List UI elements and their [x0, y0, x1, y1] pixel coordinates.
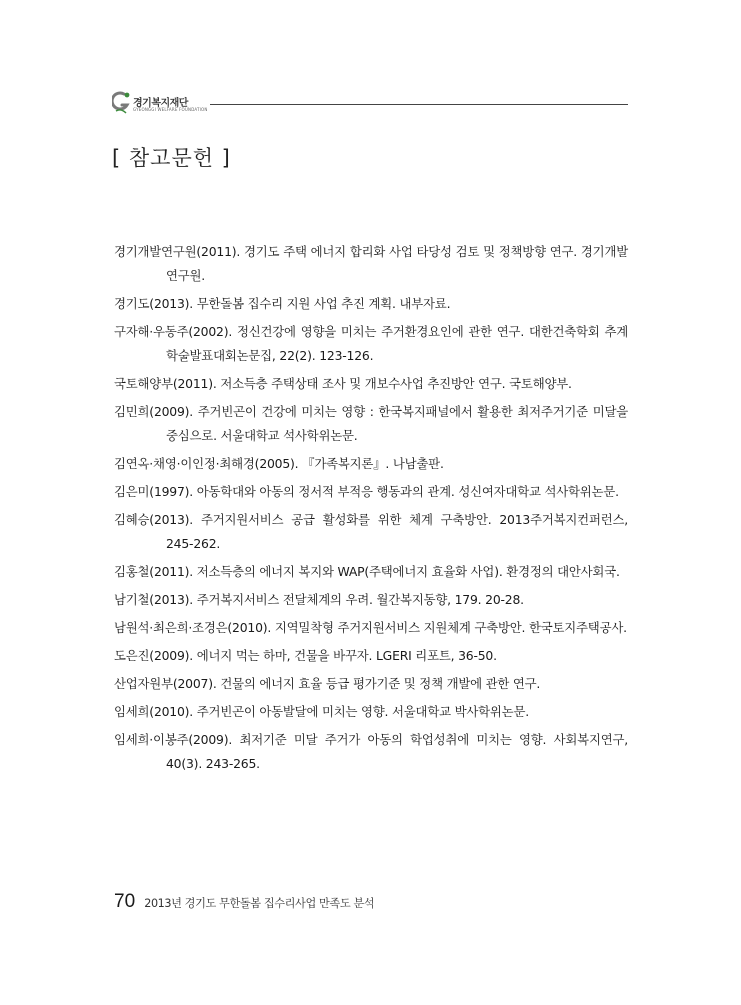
reference-item: 김은미(1997). 아동학대와 아동의 정서적 부적응 행동과의 관계. 성신여자대학교 석사학위논문. [114, 484, 619, 499]
reference-item: 도은진(2009). 에너지 먹는 하마, 건물을 바꾸자. LGERI 리포트, 36-50. [114, 648, 497, 663]
logo-name: 경기복지재단 [133, 98, 188, 109]
section-title: [ 참고문헌 ] [112, 146, 231, 170]
reference-item: 남원석·최은희·조경은(2010). 지역밀착형 주거지원서비스 지원체계 구축방안. 한국토지주택공사. [114, 620, 627, 635]
reference-item: 임세희(2010). 주거빈곤이 아동발달에 미치는 영향. 서울대학교 박사학위논문. [114, 704, 529, 719]
reference-item: 남기철(2013). 주거복지서비스 전달체계의 우려. 월간복지동향, 179. 20-28. [114, 592, 524, 607]
reference-item: 김홍철(2011). 저소득층의 에너지 복지와 WAP(주택에너지 효율화 사업). 환경정의 대안사회국. [114, 564, 620, 579]
foundation-logo [112, 88, 212, 120]
reference-item: 구자해·우동주(2002). 정신건강에 영향을 미치는 주거환경요인에 관한 연구. 대한건축학회 추계학술발표대회논문집, 22(2). 123-126. [114, 324, 628, 363]
header-divider [210, 104, 628, 105]
reference-item: 김민희(2009). 주거빈곤이 건강에 미치는 영향 : 한국복지패널에서 활용한 최저주거기준 미달을 중심으로. 서울대학교 석사학위논문. [114, 404, 628, 443]
logo-subtitle: GYEONGGI WELFARE FOUNDATION [133, 107, 208, 112]
reference-item: 경기도(2013). 무한돌봄 집수리 지원 사업 추진 계획. 내부자료. [114, 296, 451, 311]
page-footer [114, 891, 374, 913]
reference-item: 김혜승(2013). 주거지원서비스 공급 활성화를 위한 체계 구축방안. 2013주거복지컨퍼런스, 245-262. [114, 512, 628, 551]
reference-list [114, 240, 628, 780]
reference-item: 임세희·이봉주(2009). 최저기준 미달 주거가 아동의 학업성취에 미치는 영향. 사회복지연구, 40(3). 243-265. [114, 732, 628, 771]
reference-item: 국토해양부(2011). 저소득층 주택상태 조사 및 개보수사업 추진방안 연구. 국토해양부. [114, 376, 572, 391]
page-number: 70 [114, 891, 136, 912]
reference-item: 경기개발연구원(2011). 경기도 주택 에너지 합리화 사업 타당성 검토 및 정책방향 연구. 경기개발연구원. [114, 244, 628, 283]
page-header [112, 88, 628, 120]
reference-item: 김연옥·채영·이인정·최해경(2005). 『가족복지론』. 나남출판. [114, 456, 444, 471]
logo-icon [112, 91, 131, 115]
footer-title: 2013년 경기도 무한돌봄 집수리사업 만족도 분석 [144, 897, 375, 910]
reference-item: 산업자원부(2007). 건물의 에너지 효율 등급 평가기준 및 정책 개발에 관한 연구. [114, 676, 541, 691]
